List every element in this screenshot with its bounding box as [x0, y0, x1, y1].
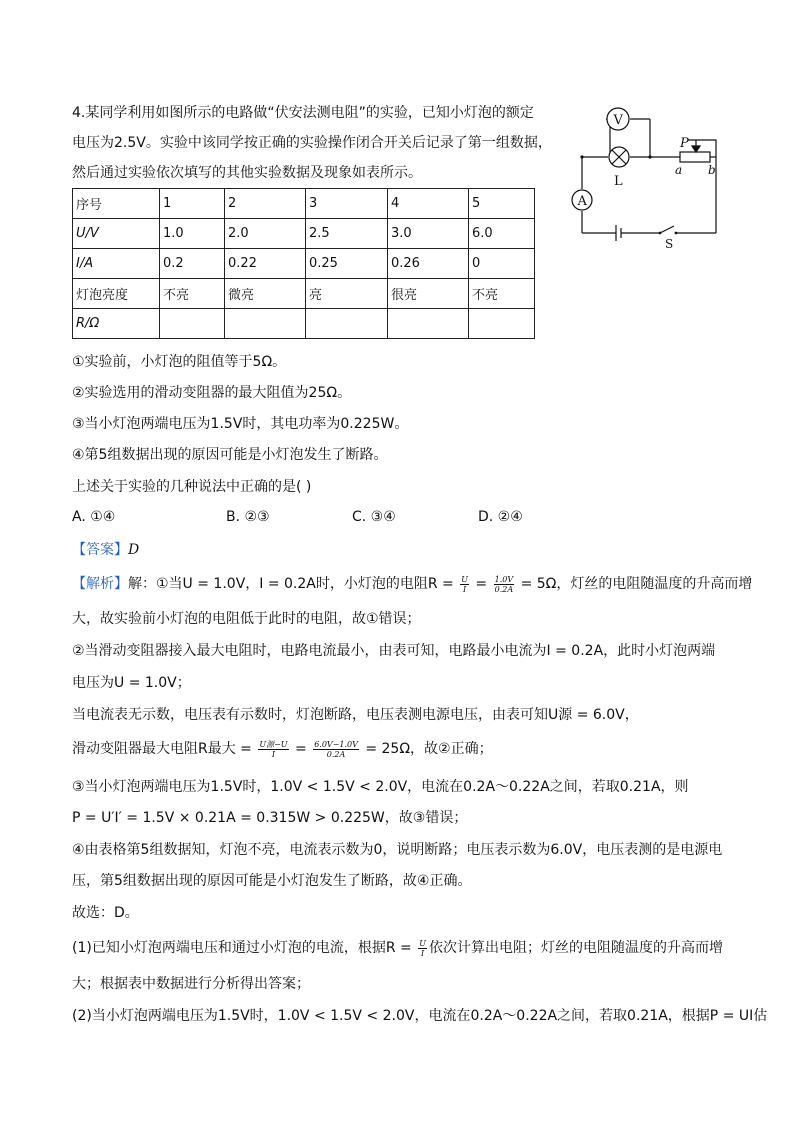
question-line-2: 电压为2.5V。实验中该同学按正确的实验操作闭合开关后记录了第一组数据， — [72, 135, 552, 151]
analysis-line-7: ③当小灯泡两端电压为1.5V时，1.0V < 1.5V < 2.0V，电流在0.2A～0.22A之间，若取0.21A，则 — [72, 779, 689, 795]
rheostat-end-a: a — [675, 163, 683, 177]
analysis-line-12: (1)已知小灯泡两端电压和通过小灯泡的电流，根据R = $\frac{U}{I}$ 依次计算出电阻；灯丝的电阻随温度的升高而增 — [72, 938, 723, 958]
data-table — [72, 188, 535, 339]
table-cell — [306, 309, 388, 339]
table-cell: 2.0 — [225, 219, 306, 249]
table-row-header: I/A — [73, 249, 160, 279]
table-cell: 0.26 — [388, 249, 469, 279]
table-cell: 3.0 — [388, 219, 469, 249]
option-b: B. ②③ — [226, 509, 270, 525]
table-cell — [388, 309, 469, 339]
statement-3: ③当小灯泡两端电压为1.5V时，其电功率为0.225W。 — [72, 416, 409, 432]
table-cell: 很亮 — [388, 279, 469, 309]
fraction-values: $\frac{1.0V}{0.2A}$ — [494, 574, 514, 594]
analysis-line-6: 滑动变阻器最大电阻R最大 = $\frac{\text{U源−U}}{I}$ = $\frac{6.0V-1.0V}{0.2A}$ = 25Ω，故②正确； — [72, 739, 493, 759]
statement-2: ②实验选用的滑动变阻器的最大阻值为25Ω。 — [72, 385, 352, 401]
table-cell: 不亮 — [160, 279, 225, 309]
table-cell: 微亮 — [225, 279, 306, 309]
fraction-formula: $\frac{U}{I}$ — [419, 938, 426, 958]
analysis-line-14: (2)当小灯泡两端电压为1.5V时，1.0V < 1.5V < 2.0V，电流在0.2A～0.22A之间，若取0.21A，根据P = UI估 — [72, 1008, 768, 1024]
answer-value: D — [128, 542, 140, 558]
table-cell: 4 — [388, 189, 469, 219]
table-cell: 亮 — [306, 279, 388, 309]
table-cell: 不亮 — [469, 279, 535, 309]
fraction-u-over-i: $\frac{U}{I}$ — [461, 574, 468, 594]
analysis-line-10: 压，第5组数据出现的原因可能是小灯泡发生了断路，故④正确。 — [72, 873, 472, 889]
table-cell: 1.0 — [160, 219, 225, 249]
circuit-diagram — [568, 100, 728, 250]
table-row — [73, 219, 535, 249]
analysis-line-4: 电压为U = 1.0V； — [72, 675, 191, 691]
analysis-line-2: 大，故实验前小灯泡的电阻低于此时的电阻，故①错误； — [72, 611, 421, 627]
statement-1: ①实验前，小灯泡的阻值等于5Ω。 — [72, 354, 287, 370]
voltmeter-label: V — [613, 113, 623, 128]
table-row — [73, 249, 535, 279]
table-row-header: 灯泡亮度 — [73, 279, 160, 309]
analysis-line-11: 故选：D。 — [72, 905, 139, 921]
table-row — [73, 189, 535, 219]
table-cell: 0 — [469, 249, 535, 279]
option-a: A. ①④ — [72, 509, 116, 525]
rheostat-end-b: b — [708, 163, 716, 177]
table-cell — [225, 309, 306, 339]
table-row-header: R/Ω — [73, 309, 160, 339]
option-d: D. ②④ — [478, 509, 523, 525]
statement-4: ④第5组数据出现的原因可能是小灯泡发生了断路。 — [72, 447, 388, 463]
question-line-3: 然后通过实验依次填写的其他实验数据及现象如表所示。 — [72, 165, 422, 181]
analysis-line-8: P = U′I′ = 1.5V × 0.21A = 0.315W > 0.225W，故③错误； — [72, 810, 468, 826]
analysis-line-1: 【解析】解：①当U = 1.0V，I = 0.2A时，小灯泡的电阻R = $\frac{U}{I}$ = $\frac{1.0V}{0.2A}$ = 5Ω，灯丝的电阻随温度的升高而增 — [72, 574, 753, 594]
rheostat — [680, 152, 710, 162]
table-cell: 2 — [225, 189, 306, 219]
analysis-tag: 【解析】 — [72, 576, 128, 592]
table-cell: 2.5 — [306, 219, 388, 249]
table-cell: 6.0 — [469, 219, 535, 249]
table-row — [73, 279, 535, 309]
table-cell — [469, 309, 535, 339]
question-prompt: 上述关于实验的几种说法中正确的是( ) — [72, 479, 312, 495]
table-cell: 0.2 — [160, 249, 225, 279]
analysis-line-5: 当电流表无示数，电压表有示数时，灯泡断路，电压表测电源电压，由表可知U源 = 6.0V， — [72, 707, 639, 723]
question-line-1: 4.某同学利用如图所示的电路做“伏安法测电阻”的实验，已知小灯泡的额定 — [72, 105, 534, 121]
table-cell: 3 — [306, 189, 388, 219]
answer-line — [72, 540, 139, 560]
table-cell: 5 — [469, 189, 535, 219]
lamp-label: L — [614, 174, 623, 189]
option-c: C. ③④ — [352, 509, 396, 525]
table-cell: 0.25 — [306, 249, 388, 279]
table-row — [73, 309, 535, 339]
table-row-header: 序号 — [73, 189, 160, 219]
slider-label: P — [680, 136, 689, 151]
table-cell: 0.22 — [225, 249, 306, 279]
table-cell: 1 — [160, 189, 225, 219]
analysis-line-9: ④由表格第5组数据知，灯泡不亮，电流表示数为0，说明断路；电压表示数为6.0V，电压表测的是电源电 — [72, 842, 723, 858]
switch-label: S — [665, 237, 674, 250]
ammeter-label: A — [577, 194, 587, 209]
analysis-line-3: ②当滑动变阻器接入最大电阻时，电路电流最小，由表可知，电路最小电流为I = 0.2A，此时小灯泡两端 — [72, 643, 716, 659]
fraction-rmax: $\frac{\text{U源−U}}{I}$ — [259, 739, 288, 759]
analysis-line-13: 大；根据表中数据进行分析得出答案； — [72, 976, 310, 992]
table-row-header: U/V — [73, 219, 160, 249]
fraction-rmax-values: $\frac{6.0V-1.0V}{0.2A}$ — [314, 739, 358, 759]
answer-tag: 【答案】 — [72, 542, 128, 558]
table-cell — [160, 309, 225, 339]
